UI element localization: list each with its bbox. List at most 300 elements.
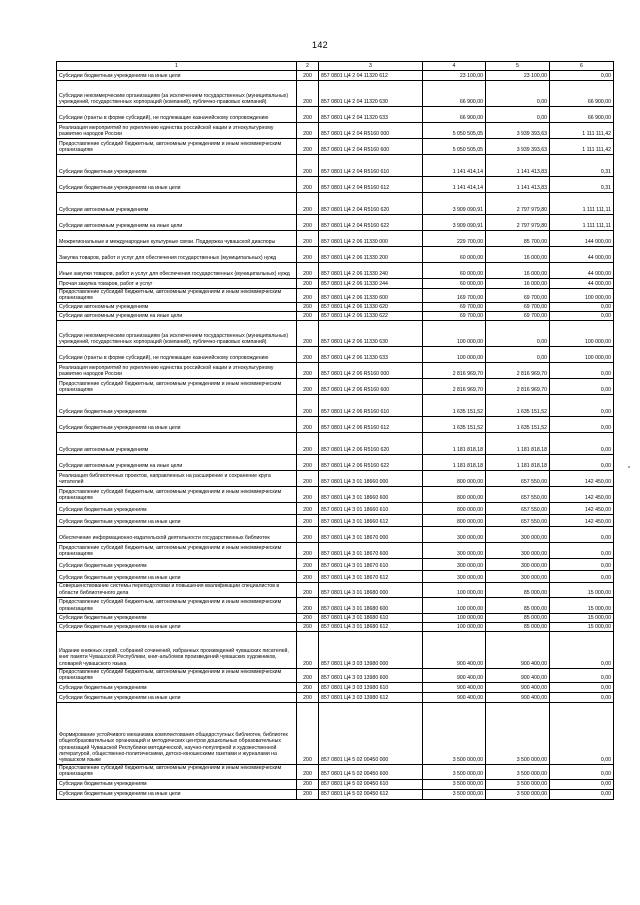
row-plan-cell: 100 000,00	[423, 321, 486, 347]
row-code-cell: 200	[297, 247, 319, 263]
row-fact-cell: 657 550,00	[486, 503, 550, 515]
row-fact-cell: 23 100,00	[486, 71, 550, 81]
row-plan-cell: 1 181 818,18	[423, 433, 486, 455]
table-row	[57, 289, 614, 303]
row-code-cell: 200	[297, 417, 319, 433]
row-csr-cell: 857 0801 Ц4 2 04 R5160 612	[319, 177, 423, 193]
row-csr-cell: 857 0801 Ц4 3 01 18680 610	[319, 613, 423, 622]
table-row	[57, 363, 614, 379]
row-plan-cell: 900 400,00	[423, 693, 486, 703]
row-code-cell: 200	[297, 215, 319, 231]
row-rest-cell: 15 000,00	[550, 583, 614, 597]
row-rest-cell: 142 450,00	[550, 503, 614, 515]
row-rest-cell: 66 900,00	[550, 107, 614, 123]
row-rest-cell: 44 000,00	[550, 263, 614, 279]
row-name-cell: Реализация мероприятий по укреплению единства российской нации и этнокультурному развитию народов России	[57, 363, 297, 379]
row-csr-cell: 857 0801 Ц4 3 01 18670 000	[319, 527, 423, 543]
column-header: 6	[550, 62, 614, 71]
row-rest-cell: 0,00	[550, 417, 614, 433]
row-name-cell: Предоставление субсидий бюджетным, автономным учреждениям и иным некоммерческим организациям	[57, 543, 297, 559]
row-name-cell: Субсидии некоммерческим организациям (за исключением государственных (муниципальных) учреждений, государственных корпораций (компаний), публично-правовых компаний)	[57, 321, 297, 347]
row-fact-cell: 2 816 969,70	[486, 379, 550, 395]
row-rest-cell: 100 000,00	[550, 289, 614, 303]
row-csr-cell: 857 0801 Ц4 2 06 R5160 600	[319, 379, 423, 395]
row-csr-cell: 857 0801 Ц4 2 06 11330 600	[319, 289, 423, 303]
row-csr-cell: 857 0801 Ц4 3 01 18660 612	[319, 515, 423, 527]
row-name-cell: Обеспечение информационно-издательской деятельности государственных библиотек	[57, 527, 297, 543]
row-name-cell: Предоставление субсидий бюджетным, автономным учреждениям и иным некоммерческим организациям	[57, 289, 297, 303]
row-code-cell: 200	[297, 668, 319, 682]
row-name-cell: Субсидии автономным учреждениям на иные цели	[57, 215, 297, 231]
row-plan-cell: 3 909 090,91	[423, 193, 486, 215]
row-fact-cell: 3 500 000,00	[486, 779, 550, 789]
column-header: 2	[297, 62, 319, 71]
row-fact-cell: 69 700,00	[486, 303, 550, 312]
row-rest-cell: 44 000,00	[550, 247, 614, 263]
row-plan-cell: 800 000,00	[423, 471, 486, 487]
row-csr-cell: 857 0801 Ц4 3 01 18670 612	[319, 571, 423, 583]
row-name-cell: Субсидии некоммерческим организациям (за исключением государственных (муниципальных) учреждений, государственных корпораций (компаний), публично-правовых компаний)	[57, 81, 297, 107]
row-name-cell: Реализация библиотечных проектов, направленных на расширение и сохранение круга читателей	[57, 471, 297, 487]
row-rest-cell: 0,00	[550, 789, 614, 799]
row-csr-cell: 857 0801 Ц4 5 02 00450 610	[319, 779, 423, 789]
row-name-cell: Субсидии бюджетным учреждениям на иные цели	[57, 571, 297, 583]
budget-table	[56, 61, 614, 800]
row-fact-cell: 3 939 393,63	[486, 139, 550, 155]
row-rest-cell: 144 000,00	[550, 231, 614, 247]
row-plan-cell: 3 500 000,00	[423, 789, 486, 799]
row-rest-cell: 0,00	[550, 703, 614, 765]
table-row	[57, 417, 614, 433]
row-csr-cell: 857 0801 Ц4 3 01 18660 600	[319, 487, 423, 503]
column-header: 4	[423, 62, 486, 71]
row-code-cell: 200	[297, 155, 319, 177]
row-code-cell: 200	[297, 231, 319, 247]
row-csr-cell: 857 0801 Ц4 2 06 R5160 000	[319, 363, 423, 379]
row-name-cell: Субсидии бюджетным учреждениям	[57, 503, 297, 515]
row-csr-cell: 857 0801 Ц4 2 06 11330 630	[319, 321, 423, 347]
row-code-cell: 200	[297, 177, 319, 193]
row-csr-cell: 857 0801 Ц4 3 01 18660 610	[319, 503, 423, 515]
row-plan-cell: 900 400,00	[423, 631, 486, 668]
row-fact-cell: 2 797 979,80	[486, 193, 550, 215]
row-plan-cell: 100 000,00	[423, 347, 486, 363]
row-plan-cell: 800 000,00	[423, 487, 486, 503]
row-plan-cell: 5 050 505,05	[423, 139, 486, 155]
row-code-cell: 200	[297, 693, 319, 703]
row-fact-cell: 69 700,00	[486, 289, 550, 303]
row-plan-cell: 23 100,00	[423, 71, 486, 81]
row-fact-cell: 3 500 000,00	[486, 703, 550, 765]
row-plan-cell: 66 900,00	[423, 107, 486, 123]
table-row	[57, 503, 614, 515]
row-fact-cell: 300 000,00	[486, 527, 550, 543]
row-name-cell: Формирование устойчивого механизма комплектования общедоступных библиотек, библиотек общеобразовательных организаций и методических центров дошкольных образовательных организаций Чувашской Республики методической, научно-популярной и художественной литературой, общественно-политическими, детско-юношескими газетами и журналами на чувашском языке	[57, 703, 297, 765]
row-code-cell: 200	[297, 789, 319, 799]
table-row	[57, 683, 614, 693]
row-plan-cell: 5 050 505,05	[423, 123, 486, 139]
row-rest-cell: 0,00	[550, 668, 614, 682]
row-name-cell: Субсидии бюджетным учреждениям	[57, 559, 297, 571]
row-rest-cell: 0,00	[550, 312, 614, 321]
row-plan-cell: 800 000,00	[423, 503, 486, 515]
row-fact-cell: 85 000,00	[486, 597, 550, 613]
row-csr-cell: 857 0801 Ц4 2 04 R5160 000	[319, 123, 423, 139]
row-code-cell: 200	[297, 487, 319, 503]
row-fact-cell: 2 797 979,80	[486, 215, 550, 231]
row-fact-cell: 900 400,00	[486, 683, 550, 693]
row-plan-cell: 300 000,00	[423, 559, 486, 571]
row-plan-cell: 1 141 414,14	[423, 155, 486, 177]
row-plan-cell: 1 635 151,52	[423, 417, 486, 433]
row-fact-cell: 300 000,00	[486, 559, 550, 571]
row-plan-cell: 3 500 000,00	[423, 765, 486, 779]
row-code-cell: 200	[297, 279, 319, 289]
row-rest-cell: 0,00	[550, 303, 614, 312]
row-plan-cell: 100 000,00	[423, 597, 486, 613]
row-rest-cell: 0,00	[550, 631, 614, 668]
row-plan-cell: 100 000,00	[423, 622, 486, 631]
row-name-cell: Предоставление субсидий бюджетным, автономным учреждениям и иным некоммерческим организациям	[57, 668, 297, 682]
row-plan-cell: 900 400,00	[423, 683, 486, 693]
row-fact-cell: 16 000,00	[486, 279, 550, 289]
row-plan-cell: 300 000,00	[423, 571, 486, 583]
row-name-cell: Закупка товаров, работ и услуг для обеспечения государственных (муниципальных) нужд	[57, 247, 297, 263]
row-csr-cell: 857 0801 Ц4 3 03 13980 600	[319, 668, 423, 682]
row-name-cell: Субсидии бюджетным учреждениям	[57, 395, 297, 417]
table-row	[57, 279, 614, 289]
row-csr-cell: 857 0801 Ц4 3 01 18660 000	[319, 471, 423, 487]
row-name-cell: Субсидии бюджетным учреждениям на иные цели	[57, 417, 297, 433]
row-name-cell: Субсидии бюджетным учреждениям	[57, 779, 297, 789]
row-rest-cell: 0,00	[550, 379, 614, 395]
row-rest-cell: 0,31	[550, 177, 614, 193]
row-name-cell: Предоставление субсидий бюджетным, автономным учреждениям и иным некоммерческим организациям	[57, 597, 297, 613]
table-row	[57, 779, 614, 789]
row-fact-cell: 1 141 413,83	[486, 177, 550, 193]
row-csr-cell: 857 0801 Ц4 3 01 18680 600	[319, 597, 423, 613]
row-name-cell: Субсидии бюджетным учреждениям на иные цели	[57, 515, 297, 527]
table-row	[57, 177, 614, 193]
row-rest-cell: 15 000,00	[550, 622, 614, 631]
table-row	[57, 703, 614, 765]
table-row	[57, 597, 614, 613]
row-code-cell: 200	[297, 363, 319, 379]
row-csr-cell: 857 0801 Ц4 5 02 00450 600	[319, 765, 423, 779]
column-header: 5	[486, 62, 550, 71]
row-code-cell: 200	[297, 527, 319, 543]
row-code-cell: 200	[297, 81, 319, 107]
table-row	[57, 347, 614, 363]
table-row	[57, 193, 614, 215]
row-fact-cell: 3 500 000,00	[486, 789, 550, 799]
row-code-cell: 200	[297, 193, 319, 215]
table-row	[57, 613, 614, 622]
row-fact-cell: 0,00	[486, 347, 550, 363]
row-fact-cell: 300 000,00	[486, 571, 550, 583]
row-plan-cell: 1 181 818,18	[423, 455, 486, 471]
table-row	[57, 247, 614, 263]
column-header: 1	[57, 62, 297, 71]
row-fact-cell: 900 400,00	[486, 631, 550, 668]
table-row	[57, 668, 614, 682]
table-row	[57, 571, 614, 583]
row-rest-cell: 1 111 111,42	[550, 123, 614, 139]
row-plan-cell: 1 635 151,52	[423, 395, 486, 417]
row-csr-cell: 857 0801 Ц4 3 01 18680 612	[319, 622, 423, 631]
row-name-cell: Совершенствование системы переподготовки и повышения квалификации специалистов в области библиотечного дела	[57, 583, 297, 597]
row-plan-cell: 66 900,00	[423, 81, 486, 107]
row-name-cell: Субсидии бюджетным учреждениям на иные цели	[57, 693, 297, 703]
row-fact-cell: 69 700,00	[486, 312, 550, 321]
row-csr-cell: 857 0801 Ц4 2 04 R5160 600	[319, 139, 423, 155]
row-plan-cell: 229 700,00	[423, 231, 486, 247]
row-plan-cell: 69 700,00	[423, 312, 486, 321]
column-header: 3	[319, 62, 423, 71]
row-fact-cell: 0,00	[486, 107, 550, 123]
row-fact-cell: 85 000,00	[486, 622, 550, 631]
table-row	[57, 487, 614, 503]
row-rest-cell: 100 000,00	[550, 347, 614, 363]
row-fact-cell: 1 181 818,18	[486, 455, 550, 471]
row-plan-cell: 2 816 969,70	[423, 363, 486, 379]
row-name-cell: Субсидии автономным учреждениям на иные цели	[57, 455, 297, 471]
row-code-cell: 200	[297, 779, 319, 789]
row-name-cell: Предоставление субсидий бюджетным, автономным учреждениям и иным некоммерческим организациям	[57, 487, 297, 503]
row-code-cell: 200	[297, 107, 319, 123]
table-row	[57, 789, 614, 799]
row-rest-cell: 0,00	[550, 765, 614, 779]
row-rest-cell: 15 000,00	[550, 597, 614, 613]
row-rest-cell: 0,00	[550, 527, 614, 543]
row-rest-cell: 0,00	[550, 683, 614, 693]
row-fact-cell: 1 141 413,83	[486, 155, 550, 177]
row-rest-cell: 15 000,00	[550, 613, 614, 622]
row-csr-cell: 857 0801 Ц4 3 01 18670 600	[319, 543, 423, 559]
row-fact-cell: 1 635 151,52	[486, 417, 550, 433]
row-plan-cell: 60 000,00	[423, 279, 486, 289]
table-row	[57, 455, 614, 471]
row-plan-cell: 60 000,00	[423, 247, 486, 263]
table-row	[57, 312, 614, 321]
table-row	[57, 543, 614, 559]
row-fact-cell: 3 939 393,63	[486, 123, 550, 139]
row-code-cell: 200	[297, 613, 319, 622]
row-plan-cell: 100 000,00	[423, 583, 486, 597]
row-plan-cell: 300 000,00	[423, 543, 486, 559]
row-csr-cell: 857 0801 Ц4 2 06 R5160 612	[319, 417, 423, 433]
row-rest-cell: 0,00	[550, 363, 614, 379]
table-row	[57, 123, 614, 139]
row-name-cell: Субсидии автономным учреждениям	[57, 433, 297, 455]
row-fact-cell: 657 550,00	[486, 471, 550, 487]
row-rest-cell: 100 000,00	[550, 321, 614, 347]
row-code-cell: 200	[297, 571, 319, 583]
row-rest-cell: 142 450,00	[550, 515, 614, 527]
table-row	[57, 433, 614, 455]
row-csr-cell: 857 0801 Ц4 3 03 13980 612	[319, 693, 423, 703]
row-csr-cell: 857 0801 Ц4 3 03 13980 000	[319, 631, 423, 668]
scan-speck	[628, 466, 630, 468]
row-plan-cell: 169 700,00	[423, 289, 486, 303]
row-code-cell: 200	[297, 765, 319, 779]
row-name-cell: Субсидии (гранты в форме субсидий), не подлежащие казначейскому сопровождению	[57, 107, 297, 123]
row-csr-cell: 857 0801 Ц4 2 04 R5160 610	[319, 155, 423, 177]
table-row	[57, 395, 614, 417]
row-plan-cell: 1 141 414,14	[423, 177, 486, 193]
row-code-cell: 200	[297, 347, 319, 363]
row-rest-cell: 0,00	[550, 71, 614, 81]
row-csr-cell: 857 0801 Ц4 2 06 R5160 620	[319, 433, 423, 455]
row-name-cell: Субсидии автономным учреждениям	[57, 303, 297, 312]
row-code-cell: 200	[297, 683, 319, 693]
row-csr-cell: 857 0801 Ц4 2 06 11330 620	[319, 303, 423, 312]
table-row	[57, 81, 614, 107]
row-code-cell: 200	[297, 71, 319, 81]
row-csr-cell: 857 0801 Ц4 2 04 11320 633	[319, 107, 423, 123]
row-plan-cell: 3 909 090,91	[423, 215, 486, 231]
row-rest-cell: 0,00	[550, 779, 614, 789]
row-fact-cell: 900 400,00	[486, 668, 550, 682]
row-csr-cell: 857 0801 Ц4 2 04 R5160 622	[319, 215, 423, 231]
row-name-cell: Субсидии бюджетным учреждениям на иные цели	[57, 789, 297, 799]
page-number: 142	[312, 40, 328, 50]
row-fact-cell: 657 550,00	[486, 515, 550, 527]
row-name-cell: Субсидии бюджетным учреждениям	[57, 155, 297, 177]
row-code-cell: 200	[297, 312, 319, 321]
row-rest-cell: 0,00	[550, 395, 614, 417]
row-rest-cell: 1 111 111,11	[550, 215, 614, 231]
row-name-cell: Субсидии бюджетным учреждениям на иные цели	[57, 177, 297, 193]
row-name-cell: Издание книжных серий, собраний сочинений, избранных произведений чувашских писателей, книг памяти Чувашской Республики, книг-альбомов произведений чувашских художников, словарей чувашского языка	[57, 631, 297, 668]
row-code-cell: 200	[297, 455, 319, 471]
row-name-cell: Субсидии автономным учреждениям на иные цели	[57, 312, 297, 321]
row-rest-cell: 0,00	[550, 543, 614, 559]
table-row	[57, 303, 614, 312]
table-row	[57, 631, 614, 668]
row-csr-cell: 857 0801 Ц4 3 01 18680 000	[319, 583, 423, 597]
row-plan-cell: 69 700,00	[423, 303, 486, 312]
row-fact-cell: 300 000,00	[486, 543, 550, 559]
row-rest-cell: 1 111 111,42	[550, 139, 614, 155]
row-code-cell: 200	[297, 543, 319, 559]
row-name-cell: Субсидии бюджетным учреждениям на иные цели	[57, 622, 297, 631]
row-csr-cell: 857 0801 Ц4 2 06 11330 240	[319, 263, 423, 279]
row-code-cell: 200	[297, 471, 319, 487]
row-code-cell: 200	[297, 559, 319, 571]
row-rest-cell: 44 000,00	[550, 279, 614, 289]
row-code-cell: 200	[297, 622, 319, 631]
row-plan-cell: 2 816 969,70	[423, 379, 486, 395]
table-body	[57, 71, 614, 800]
row-csr-cell: 857 0801 Ц4 3 01 18670 610	[319, 559, 423, 571]
row-name-cell: Предоставление субсидий бюджетным, автономным учреждениям и иным некоммерческим организациям	[57, 765, 297, 779]
row-rest-cell: 142 450,00	[550, 487, 614, 503]
table-header-row	[57, 62, 614, 71]
row-plan-cell: 300 000,00	[423, 527, 486, 543]
row-name-cell: Субсидии бюджетным учреждениям	[57, 613, 297, 622]
row-csr-cell: 857 0801 Ц4 5 02 00450 000	[319, 703, 423, 765]
row-code-cell: 200	[297, 631, 319, 668]
row-csr-cell: 857 0801 Ц4 2 06 R5160 622	[319, 455, 423, 471]
row-code-cell: 200	[297, 583, 319, 597]
row-code-cell: 200	[297, 395, 319, 417]
row-name-cell: Межрегиональные и международные культурные связи. Поддержка чувашской диаспоры	[57, 231, 297, 247]
row-code-cell: 200	[297, 379, 319, 395]
table-row	[57, 515, 614, 527]
row-csr-cell: 857 0801 Ц4 3 03 13980 610	[319, 683, 423, 693]
row-code-cell: 200	[297, 321, 319, 347]
row-plan-cell: 800 000,00	[423, 515, 486, 527]
row-name-cell: Иные закупки товаров, работ и услуг для обеспечения государственных (муниципальных) нужд	[57, 263, 297, 279]
row-fact-cell: 1 635 151,52	[486, 395, 550, 417]
row-fact-cell: 16 000,00	[486, 247, 550, 263]
table-row	[57, 263, 614, 279]
row-name-cell: Прочая закупка товаров, работ и услуг	[57, 279, 297, 289]
row-code-cell: 200	[297, 303, 319, 312]
row-name-cell: Субсидии бюджетным учреждениям	[57, 683, 297, 693]
row-rest-cell: 66 900,00	[550, 81, 614, 107]
table-row	[57, 139, 614, 155]
row-code-cell: 200	[297, 139, 319, 155]
table-row	[57, 107, 614, 123]
row-csr-cell: 857 0801 Ц4 5 02 00450 612	[319, 789, 423, 799]
row-fact-cell: 3 500 000,00	[486, 765, 550, 779]
row-name-cell: Предоставление субсидий бюджетным, автономным учреждениям и иным некоммерческим организациям	[57, 379, 297, 395]
row-csr-cell: 857 0801 Ц4 2 06 R5160 610	[319, 395, 423, 417]
table-row	[57, 155, 614, 177]
row-fact-cell: 16 000,00	[486, 263, 550, 279]
row-fact-cell: 0,00	[486, 81, 550, 107]
row-code-cell: 200	[297, 703, 319, 765]
row-fact-cell: 85 000,00	[486, 613, 550, 622]
row-name-cell: Субсидии бюджетным учреждениям на иные цели	[57, 71, 297, 81]
row-rest-cell: 142 450,00	[550, 471, 614, 487]
row-name-cell: Предоставление субсидий бюджетным, автономным учреждениям и иным некоммерческим организациям	[57, 139, 297, 155]
row-rest-cell: 0,00	[550, 433, 614, 455]
row-rest-cell: 0,00	[550, 455, 614, 471]
row-code-cell: 200	[297, 289, 319, 303]
row-rest-cell: 0,00	[550, 693, 614, 703]
row-name-cell: Субсидии (гранты в форме субсидий), не подлежащие казначейскому сопровождению	[57, 347, 297, 363]
table-row	[57, 583, 614, 597]
row-rest-cell: 1 111 111,11	[550, 193, 614, 215]
row-fact-cell: 85 000,00	[486, 583, 550, 597]
row-csr-cell: 857 0801 Ц4 2 06 11330 633	[319, 347, 423, 363]
row-rest-cell: 0,00	[550, 571, 614, 583]
table-row	[57, 471, 614, 487]
row-csr-cell: 857 0801 Ц4 2 06 11330 200	[319, 247, 423, 263]
row-csr-cell: 857 0801 Ц4 2 06 11330 000	[319, 231, 423, 247]
row-name-cell: Субсидии автономным учреждениям	[57, 193, 297, 215]
row-csr-cell: 857 0801 Ц4 2 04 R5160 620	[319, 193, 423, 215]
table-row	[57, 231, 614, 247]
row-fact-cell: 2 816 969,70	[486, 363, 550, 379]
row-name-cell: Реализация мероприятий по укреплению единства российской нации и этнокультурному развитию народов России	[57, 123, 297, 139]
row-rest-cell: 0,31	[550, 155, 614, 177]
row-csr-cell: 857 0801 Ц4 2 04 11320 630	[319, 81, 423, 107]
row-plan-cell: 3 500 000,00	[423, 703, 486, 765]
row-plan-cell: 100 000,00	[423, 613, 486, 622]
table-row	[57, 215, 614, 231]
table-row	[57, 693, 614, 703]
table-row	[57, 321, 614, 347]
row-code-cell: 200	[297, 503, 319, 515]
row-plan-cell: 3 500 000,00	[423, 779, 486, 789]
row-code-cell: 200	[297, 263, 319, 279]
table-row	[57, 559, 614, 571]
table-row	[57, 527, 614, 543]
